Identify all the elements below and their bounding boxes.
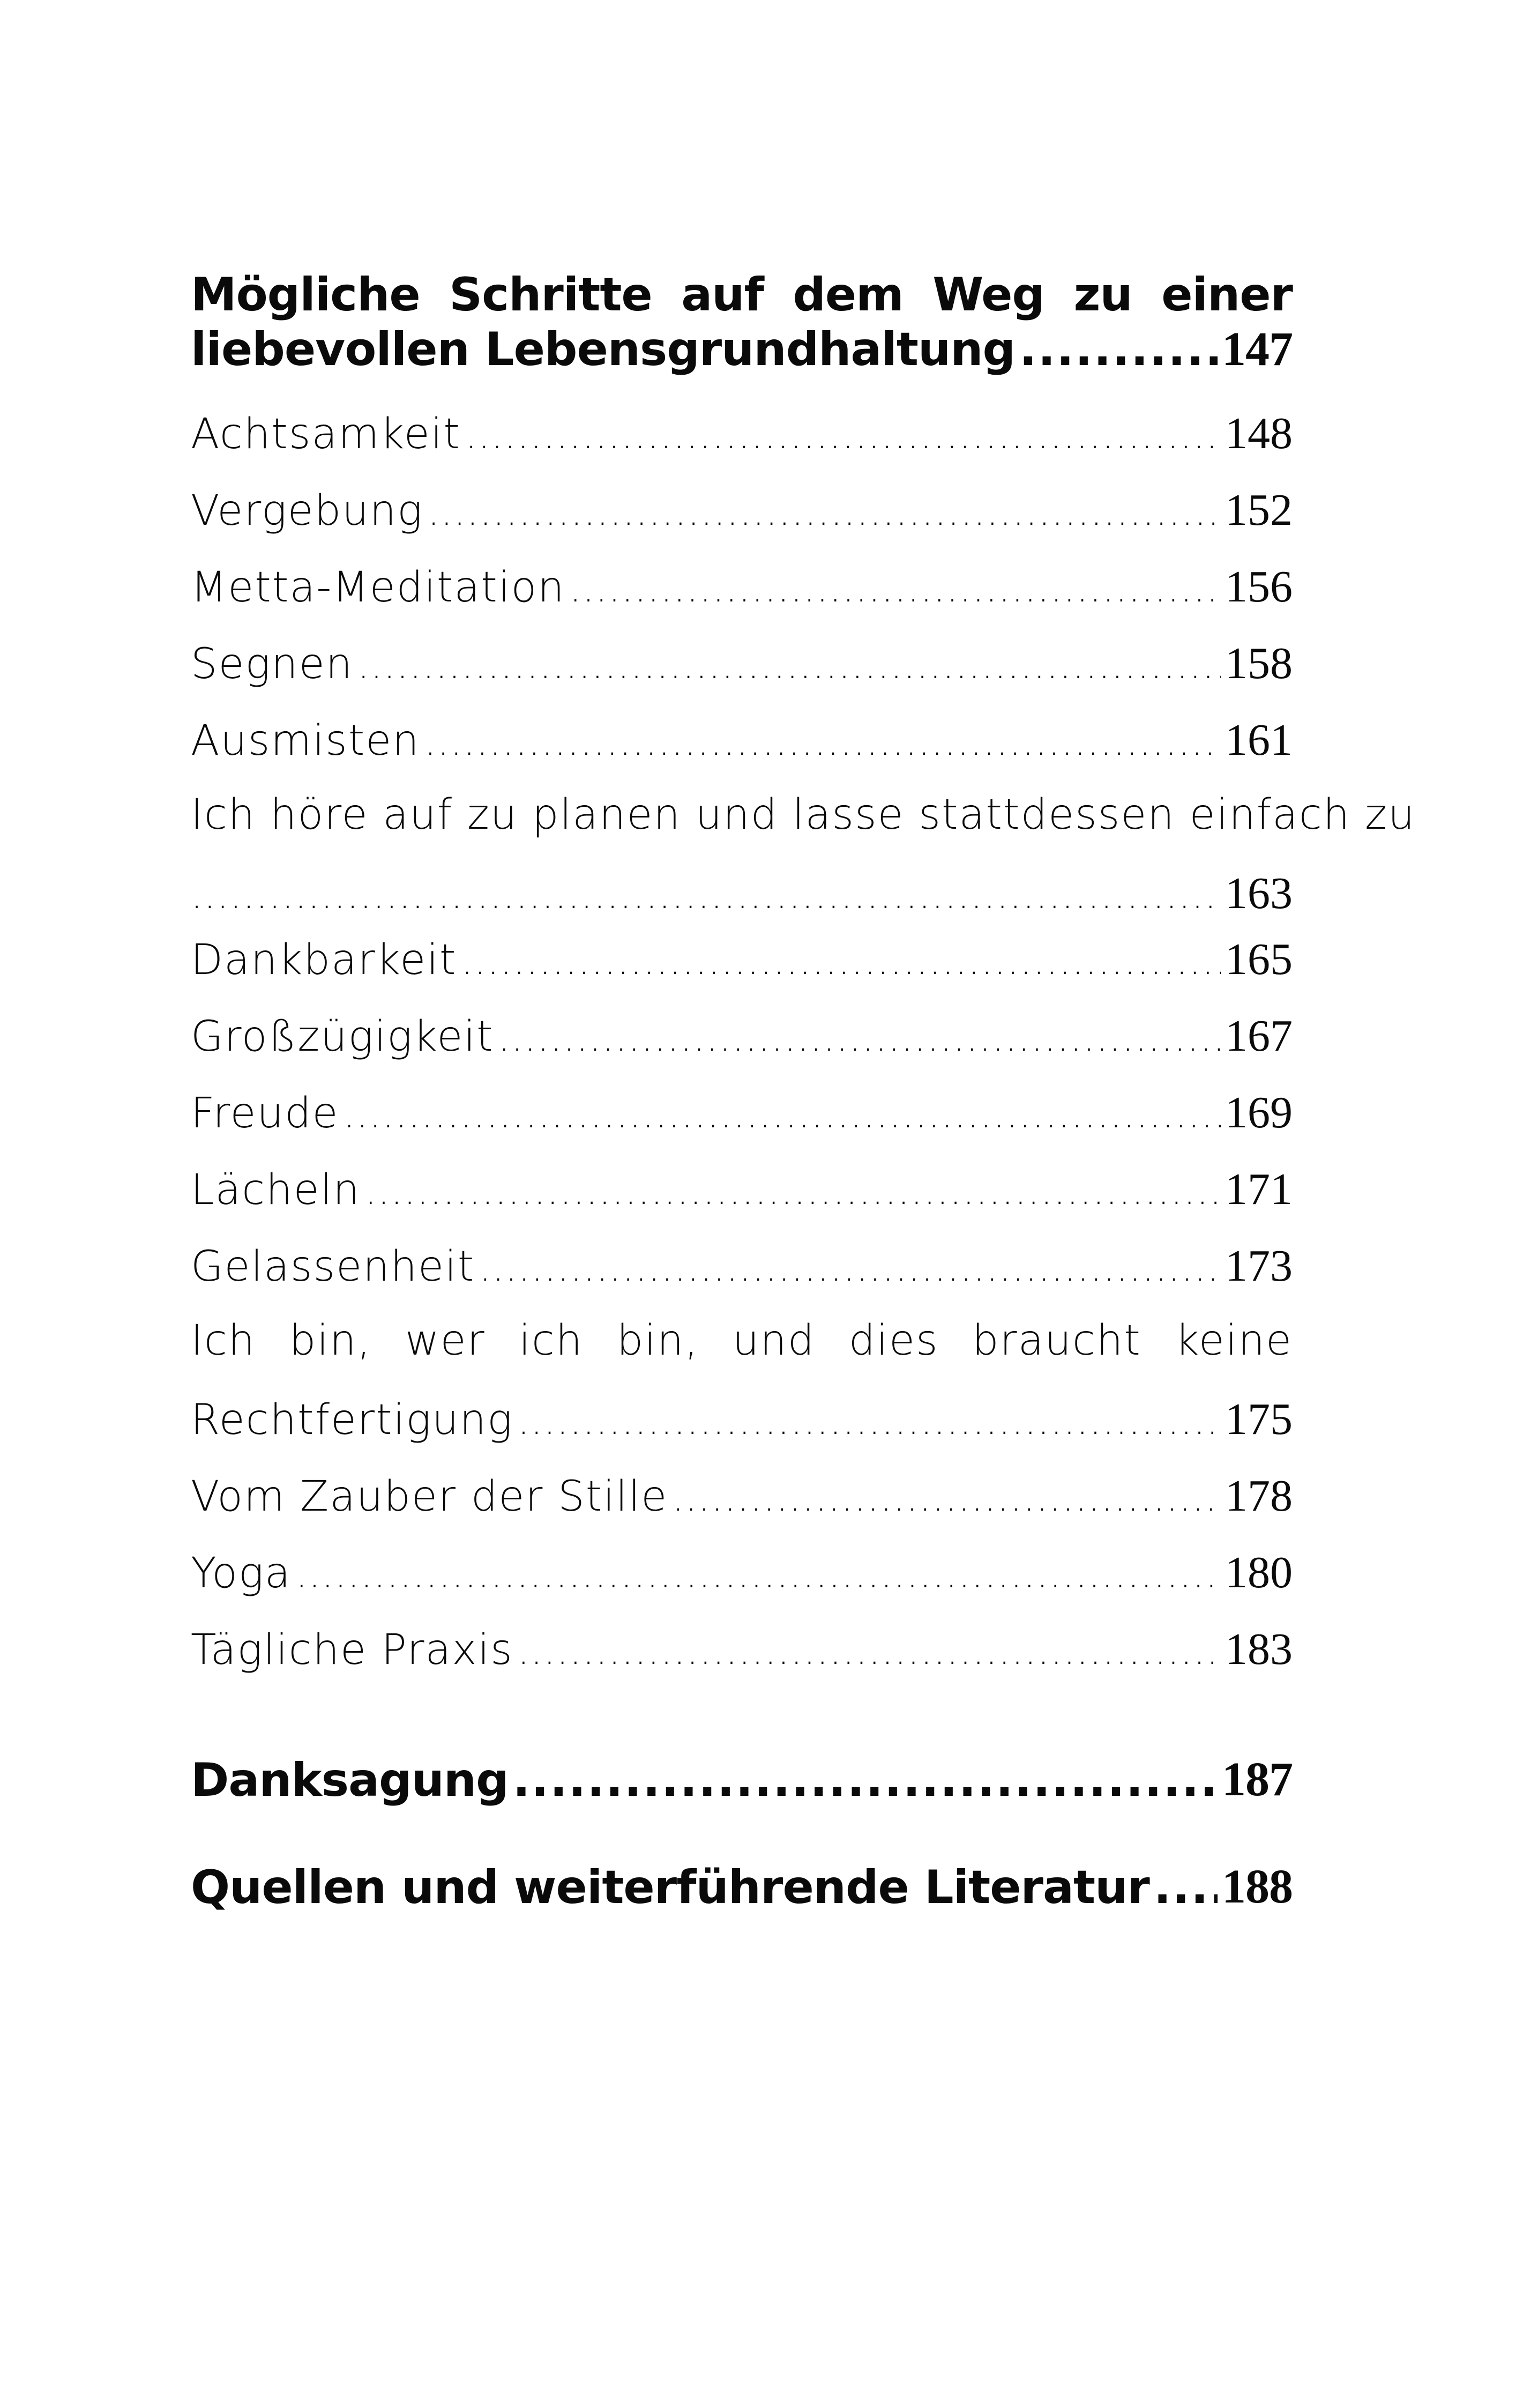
toc-entry (191, 933, 1293, 1010)
toc-chapter-moegliche-schritte (191, 236, 1293, 407)
toc-entry (191, 1087, 1293, 1163)
toc-title: liebevollen Lebensgrundhaltung (191, 323, 1016, 376)
toc-page-number: 147 (1222, 323, 1293, 376)
dot-leader (672, 1476, 1221, 1520)
dot-leader (1019, 323, 1218, 376)
toc-page-number: 173 (1225, 1241, 1293, 1291)
toc-entry (191, 637, 1293, 714)
toc-title-line2 (191, 1393, 1293, 1470)
toc-title: Ausmisten (191, 717, 420, 765)
toc-title-line2 (191, 867, 1293, 933)
toc-title-line1 (191, 1317, 1293, 1393)
toc-entry-ich-hoere-auf (191, 791, 1416, 933)
toc-title: Metta-Meditation (191, 563, 565, 612)
dot-leader (365, 1169, 1221, 1213)
dot-leader (296, 1552, 1221, 1596)
dot-leader (357, 643, 1221, 687)
toc-page-number: 188 (1222, 1860, 1293, 1913)
toc-page-number: 156 (1225, 562, 1293, 612)
dot-leader (570, 567, 1221, 611)
title-word: dem (793, 268, 904, 322)
toc-page-number: 152 (1225, 485, 1293, 535)
dot-leader (191, 873, 1221, 917)
toc-title: Danksagung (191, 1753, 509, 1807)
toc-title: Vom Zauber der Stille (191, 1473, 668, 1521)
toc-chapter-title-line2 (191, 322, 1293, 407)
title-word: Ich (191, 1317, 256, 1365)
title-word: keine (1175, 1317, 1293, 1365)
toc-entry (191, 1240, 1293, 1317)
title-word: Mögliche (191, 268, 420, 322)
dot-leader (1154, 1861, 1218, 1914)
toc-page-number: 180 (1225, 1548, 1293, 1597)
toc-title: Gelassenheit (191, 1243, 475, 1291)
title-word: ich (519, 1317, 584, 1365)
toc-title: Tägliche Praxis (191, 1626, 513, 1674)
toc-page-number: 165 (1225, 934, 1293, 984)
dot-leader (461, 939, 1221, 983)
toc-page-number: 161 (1225, 715, 1293, 765)
toc-chapter-title-line1 (191, 236, 1293, 322)
toc-page-number: 171 (1225, 1164, 1293, 1214)
toc-entry (191, 1470, 1293, 1547)
dot-leader (513, 1753, 1218, 1807)
title-word: Weg (932, 268, 1044, 322)
toc-title: Lächeln (191, 1166, 361, 1214)
toc-title: Großzügigkeit (191, 1013, 494, 1061)
title-word: einer (1161, 268, 1293, 322)
toc-entry-ich-bin (191, 1317, 1293, 1470)
title-word: wer (405, 1317, 486, 1365)
toc-page-number: 163 (1225, 868, 1293, 918)
toc-entry (191, 1623, 1293, 1700)
title-word: zu (1073, 268, 1132, 322)
toc-title: Dankbarkeit (191, 936, 457, 984)
title-word: bin, (616, 1317, 699, 1365)
title-word: dies (848, 1317, 939, 1365)
toc-page-number: 178 (1225, 1471, 1293, 1521)
toc-title: Quellen und weiterführende Literatur (191, 1861, 1149, 1914)
toc-title: Segnen (191, 640, 354, 688)
toc-entry (191, 561, 1293, 637)
dot-leader (518, 1399, 1221, 1443)
toc-title: Vergebung (191, 487, 423, 535)
dot-leader (343, 1092, 1221, 1136)
title-word: Schritte (449, 268, 652, 322)
toc-page-number: 183 (1225, 1624, 1293, 1674)
title-word: braucht (972, 1317, 1141, 1365)
toc-page-number: 175 (1225, 1394, 1293, 1444)
title-word: auf (681, 268, 764, 322)
toc-title: Rechtfertigung (191, 1396, 513, 1444)
dot-leader (465, 413, 1221, 457)
toc-entry (191, 1163, 1293, 1240)
toc-entry (191, 1547, 1293, 1623)
toc-page-number: 148 (1225, 408, 1293, 458)
dot-leader (479, 1246, 1221, 1290)
toc-page-number: 169 (1225, 1088, 1293, 1138)
dot-leader (518, 1629, 1221, 1673)
toc-chapter-danksagung (191, 1700, 1293, 1807)
toc-chapter-quellen (191, 1807, 1293, 1914)
dot-leader (428, 490, 1221, 534)
toc-page-number: 167 (1225, 1011, 1293, 1061)
toc-title: Freude (191, 1089, 339, 1138)
dot-leader (498, 1016, 1221, 1060)
toc-entry (191, 484, 1293, 561)
toc-title-line1 (191, 791, 1416, 867)
toc-entry (191, 714, 1293, 791)
title-word: bin, (289, 1317, 372, 1365)
dot-leader (424, 720, 1221, 764)
title-word: und (732, 1317, 816, 1365)
toc-title: Achtsamkeit (191, 410, 461, 458)
toc-page-number: 187 (1222, 1753, 1293, 1806)
table-of-contents (191, 236, 1416, 1914)
toc-entry (191, 407, 1293, 484)
toc-title: Yoga (191, 1549, 292, 1597)
toc-page-number: 158 (1225, 638, 1293, 688)
toc-entry (191, 1010, 1293, 1087)
toc-title: Ich höre auf zu planen und lasse stattdessen einfach zu (191, 791, 1416, 839)
